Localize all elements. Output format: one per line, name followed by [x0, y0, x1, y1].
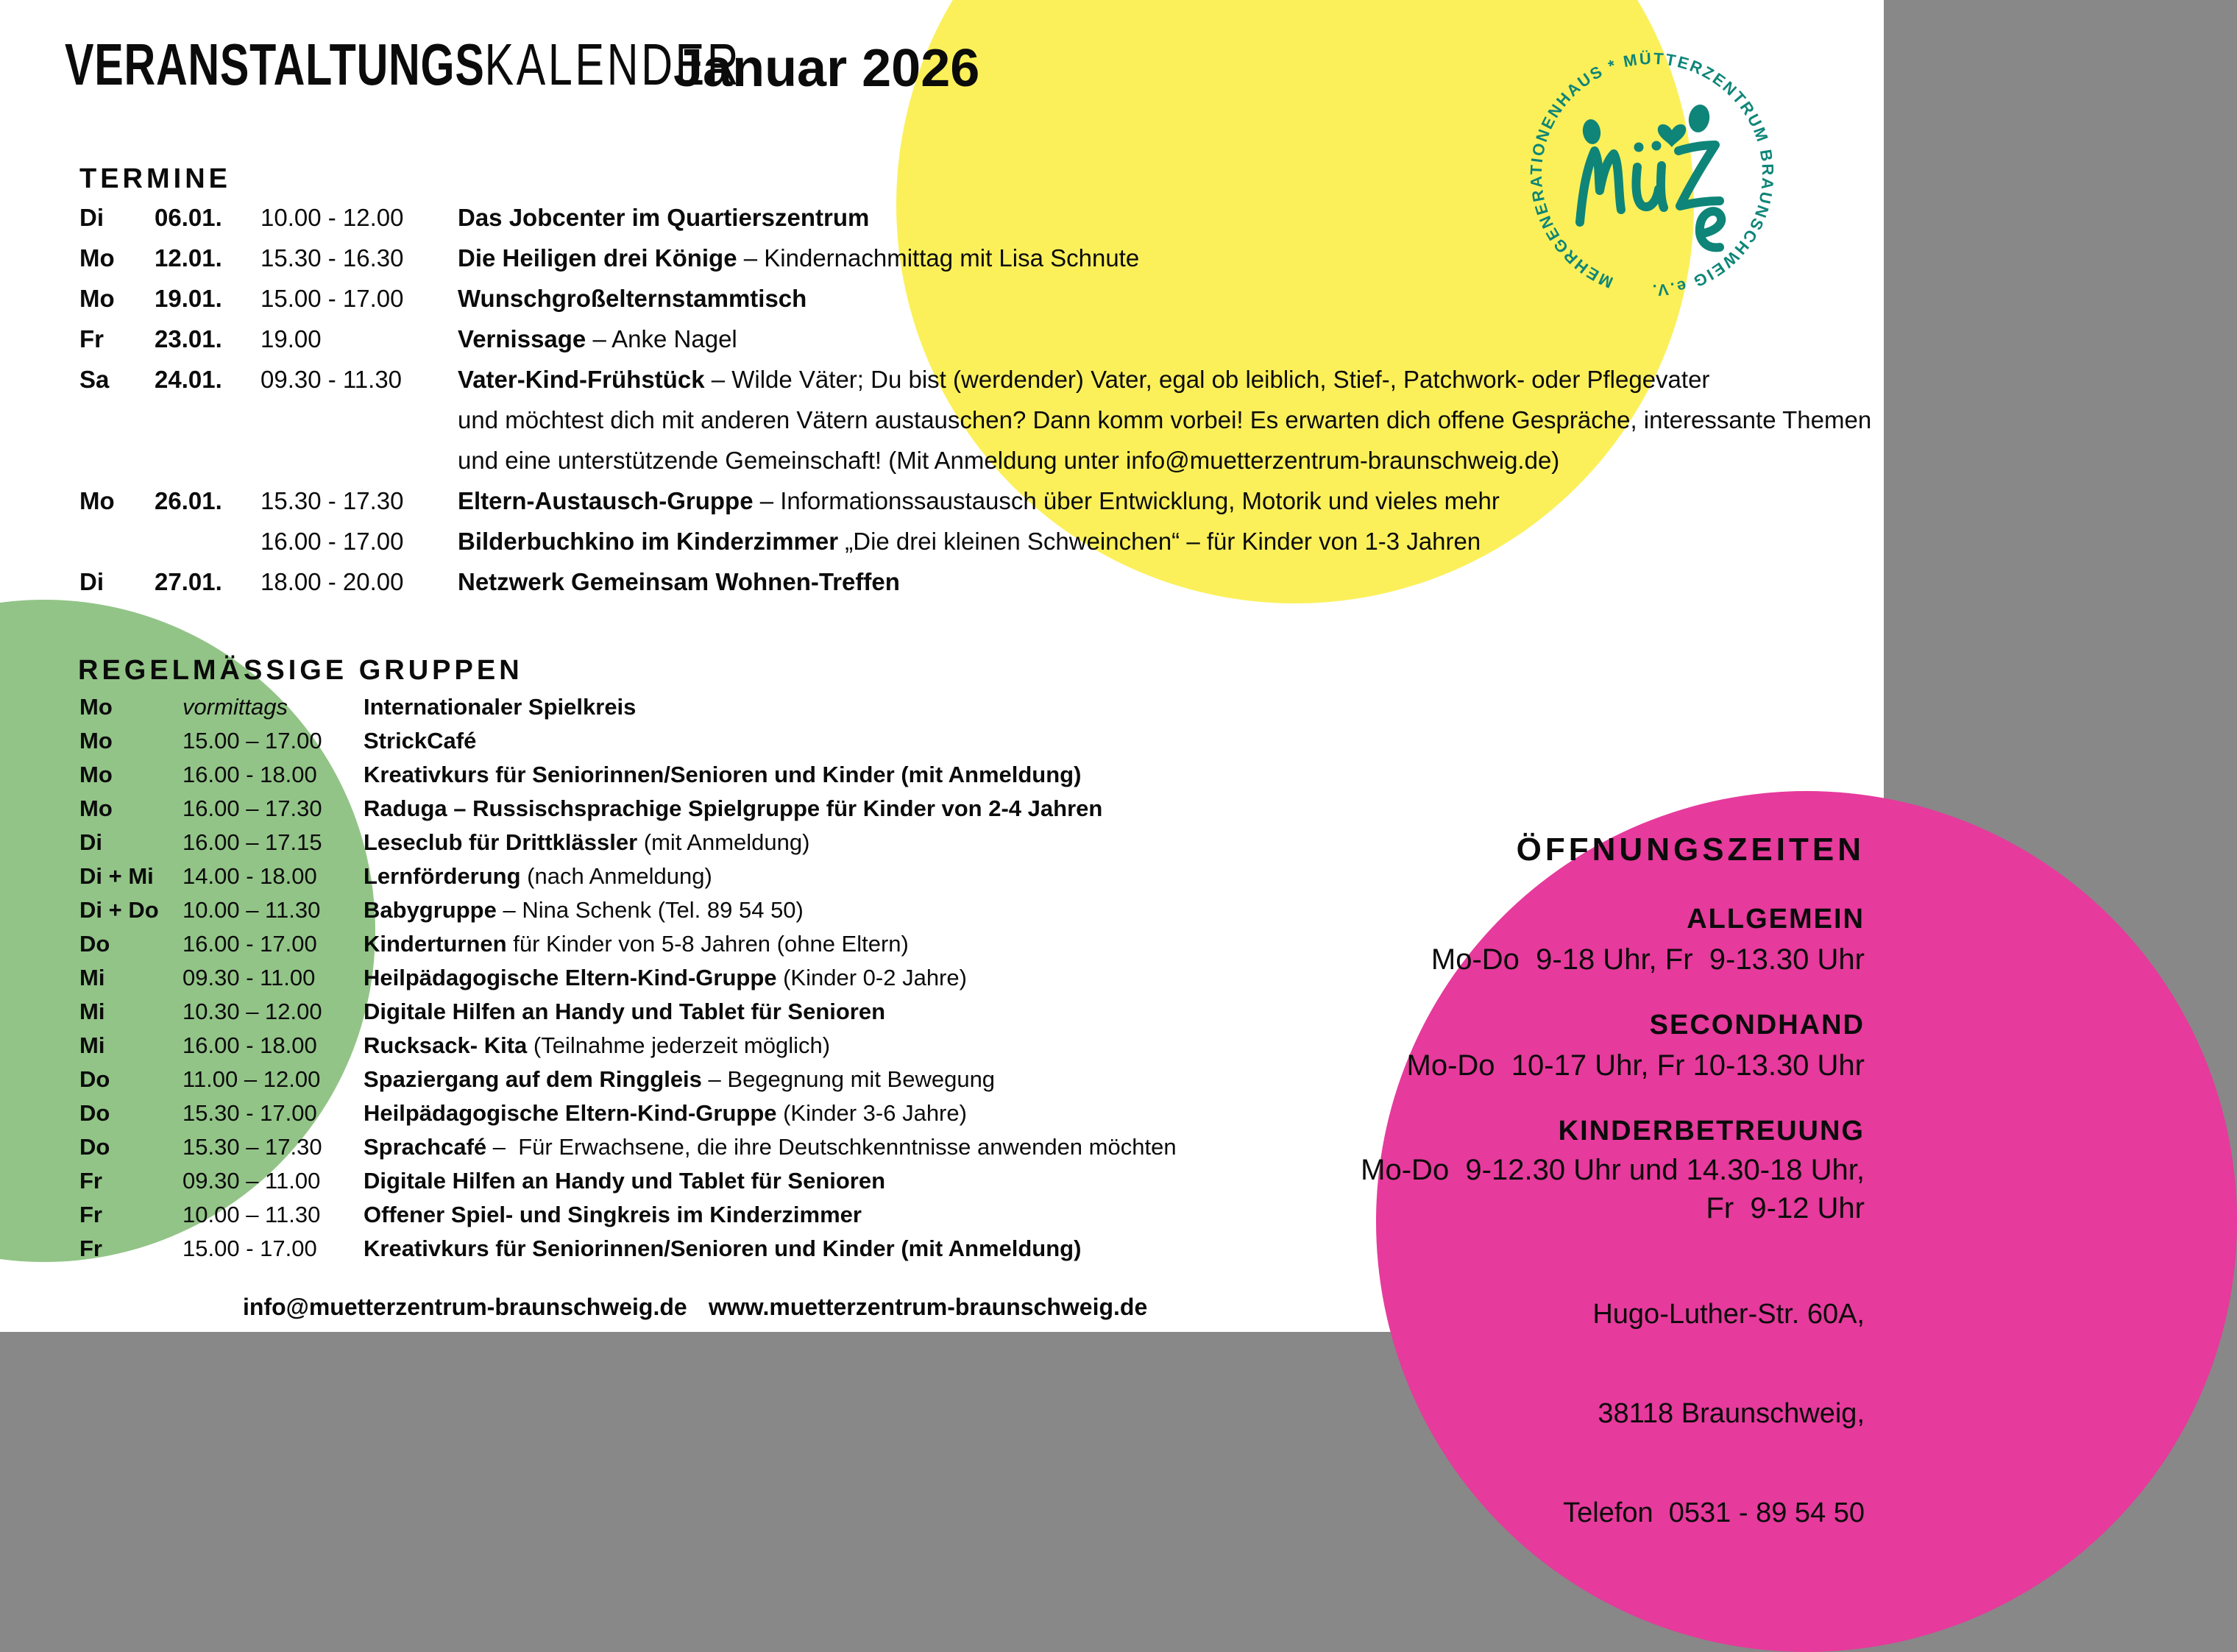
- gruppen-title-rest: (mit Anmeldung): [637, 829, 810, 855]
- address-phone: Telefon 0531 - 89 54 50: [1563, 1497, 1865, 1528]
- gruppen-title-bold: Raduga – Russischsprachige Spielgruppe für Kinder von 2-4 Jahren: [364, 795, 1103, 821]
- address-street: Hugo-Luther-Str. 60A,: [1592, 1299, 1865, 1330]
- termine-date: 06.01.: [155, 203, 222, 231]
- termine-date: 19.01.: [155, 284, 222, 312]
- gruppen-row: [79, 792, 1330, 826]
- termine-title-rest: – Kindernachmittag mit Lisa Schnute: [737, 244, 1140, 272]
- termine-title: [458, 568, 1514, 596]
- hours-kinderbetreuung-times-2: Fr 9-12 Uhr: [1706, 1192, 1865, 1224]
- termine-title-rest: – Anke Nagel: [586, 325, 737, 352]
- termine-title-bold: Die Heiligen drei Könige: [458, 244, 737, 272]
- termine-title-bold: Netzwerk Gemeinsam Wohnen-Treffen: [458, 567, 900, 595]
- gruppen-day: Mi: [79, 999, 105, 1024]
- gruppen-day: Do: [79, 1134, 110, 1160]
- gruppen-time: 10.30 – 12.00: [182, 999, 322, 1024]
- gruppen-title-bold: Offener Spiel- und Singkreis im Kinderzimmer: [364, 1202, 862, 1227]
- termine-time: 18.00 - 20.00: [260, 567, 404, 595]
- gruppen-time: 10.00 – 11.30: [182, 1202, 321, 1227]
- gruppen-day: Mo: [79, 728, 113, 754]
- gruppen-title-bold: Sprachcafé: [364, 1134, 487, 1160]
- gruppen-heading: REGELMÄSSIGE GRUPPEN: [78, 655, 523, 686]
- gruppen-title-bold: Heilpädagogische Eltern-Kind-Gruppe: [364, 965, 777, 990]
- gruppen-time: 16.00 - 18.00: [182, 762, 317, 787]
- termine-row: [79, 278, 1514, 319]
- gruppen-title-rest: für Kinder von 5-8 Jahren (ohne Eltern): [506, 931, 909, 957]
- gruppen-row: [79, 995, 1330, 1029]
- termine-title-bold: Bilderbuchkino im Kinderzimmer: [458, 527, 839, 555]
- gruppen-title-bold: Kinderturnen: [364, 931, 507, 957]
- termine-title: [458, 406, 1871, 434]
- page-title-light: KALENDER: [484, 32, 742, 97]
- gruppen-title: [364, 762, 1330, 788]
- gruppen-day: Mi: [79, 1032, 105, 1058]
- gruppen-time: 09.30 – 11.00: [182, 1168, 321, 1194]
- gruppen-title-bold: Spaziergang auf dem Ringgleis: [364, 1066, 702, 1092]
- gruppen-row: [79, 724, 1330, 758]
- termine-title: [458, 244, 1514, 272]
- termine-time: 19.00: [260, 325, 322, 352]
- gruppen-row: [79, 758, 1330, 792]
- gruppen-title-bold: Digitale Hilfen an Handy und Tablet für Senioren: [364, 999, 886, 1024]
- gruppen-row: [79, 1096, 1330, 1130]
- gruppen-title: [364, 999, 1330, 1025]
- gruppen-time: 16.00 – 17.30: [182, 795, 322, 821]
- gruppen-title-bold: Kreativkurs für Seniorinnen/Senioren und Kinder (mit Anmeldung): [364, 1236, 1082, 1261]
- gruppen-row: [79, 893, 1330, 927]
- termine-time: 15.30 - 16.30: [260, 244, 404, 272]
- termine-title-rest: – Wilde Väter; Du bist (werdender) Vater, egal ob leiblich, Stief-, Patchwork- oder Pflegevater: [704, 365, 1710, 393]
- termine-date: 24.01.: [155, 365, 222, 393]
- termine-time: 09.30 - 11.30: [260, 365, 403, 393]
- termine-title: [458, 366, 1709, 394]
- termine-title-rest: „Die drei kleinen Schweinchen“ – für Kinder von 1-3 Jahren: [838, 527, 1481, 555]
- gruppen-title: [364, 829, 1330, 856]
- gruppen-row: [79, 1232, 1330, 1266]
- termine-title-rest: und eine unterstützende Gemeinschaft! (Mit Anmeldung unter info@muetterzentrum-braunschweig.de): [458, 446, 1560, 474]
- gruppen-title-rest: (Kinder 0-2 Jahre): [776, 965, 967, 990]
- gruppen-time: 10.00 – 11.30: [182, 897, 321, 923]
- gruppen-row: [79, 826, 1330, 859]
- termine-row: [79, 359, 1710, 400]
- gruppen-title-rest: (Kinder 3-6 Jahre): [776, 1100, 967, 1126]
- logo-letter-e: [1700, 211, 1721, 247]
- gruppen-row: [79, 1063, 1330, 1096]
- gruppen-table: [79, 690, 1330, 1266]
- gruppen-title: [364, 1202, 1330, 1228]
- gruppen-title-rest: – Begegnung mit Bewegung: [701, 1066, 996, 1092]
- hours-kinderbetreuung-times-1: Mo-Do 9-12.30 Uhr und 14.30-18 Uhr,: [1361, 1154, 1865, 1186]
- logo-figure: [1580, 145, 1721, 247]
- gruppen-time: 16.00 – 17.15: [182, 829, 322, 855]
- gruppen-title-bold: Leseclub für Drittklässler: [364, 829, 638, 855]
- gruppen-row: [79, 927, 1330, 961]
- gruppen-day: Fr: [79, 1202, 102, 1227]
- gruppen-day: Do: [79, 1066, 110, 1092]
- gruppen-day: Mo: [79, 694, 113, 720]
- gruppen-time: 09.30 - 11.00: [182, 965, 316, 990]
- gruppen-time: 16.00 - 18.00: [182, 1032, 317, 1058]
- hours-section-allgemein: ALLGEMEIN: [1687, 904, 1865, 935]
- gruppen-title: [364, 1032, 1330, 1059]
- footer-website-link[interactable]: www.muetterzentrum-braunschweig.de: [709, 1294, 1148, 1320]
- gruppen-day: Mi: [79, 965, 105, 990]
- logo-letter-m: [1580, 151, 1621, 222]
- hours-heading: ÖFFNUNGSZEITEN: [1516, 832, 1865, 868]
- termine-date: 23.01.: [155, 325, 222, 352]
- gruppen-day: Fr: [79, 1236, 102, 1261]
- gruppen-row: [79, 1164, 1330, 1198]
- termine-title: [458, 285, 1514, 313]
- termine-row: [79, 481, 1514, 521]
- gruppen-title-bold: Digitale Hilfen an Handy und Tablet für Senioren: [364, 1168, 886, 1194]
- logo-letter-z: [1678, 145, 1720, 206]
- termine-title: [458, 325, 1514, 353]
- termine-title-bold: Eltern-Austausch-Gruppe: [458, 486, 754, 514]
- gruppen-row: [79, 1198, 1330, 1232]
- gruppen-title: [364, 863, 1330, 890]
- gruppen-row: [79, 1130, 1330, 1164]
- gruppen-title-bold: Rucksack- Kita: [364, 1032, 528, 1058]
- gruppen-day: Do: [79, 1100, 110, 1126]
- logo-head-icon: [1581, 118, 1602, 145]
- gruppen-title: [364, 694, 1330, 720]
- gruppen-time: 16.00 - 17.00: [182, 931, 317, 957]
- termine-date: 27.01.: [155, 567, 222, 595]
- gruppen-row: [79, 690, 1330, 724]
- gruppen-day: Di + Mi: [79, 863, 154, 889]
- gruppen-row: [79, 859, 1330, 893]
- termine-time: 15.30 - 17.30: [260, 486, 404, 514]
- termine-table: [79, 197, 1872, 602]
- termine-day: Di: [79, 203, 104, 231]
- gruppen-time: 15.30 – 17.30: [182, 1134, 322, 1160]
- logo-letter-u: [1636, 166, 1664, 208]
- gruppen-title-bold: Internationaler Spielkreis: [364, 694, 637, 720]
- termine-title-rest: und möchtest dich mit anderen Vätern austauschen? Dann komm vorbei! Es erwarten dich offene Gespräche, interessante Themen: [458, 405, 1872, 433]
- gruppen-title: [364, 1168, 1330, 1194]
- termine-time: 15.00 - 17.00: [260, 284, 404, 312]
- gruppen-title-bold: Lernförderung: [364, 863, 521, 889]
- gruppen-title: [364, 1134, 1330, 1160]
- termine-title-bold: Vater-Kind-Frühstück: [458, 365, 705, 393]
- muze-logo: [1527, 49, 1777, 299]
- termine-day: Mo: [79, 244, 115, 272]
- logo-ring-text: MEHRGENERATIONENHAUS * MÜTTERZENTRUM BRAUNSCHWEIG e.V.: [1527, 49, 1777, 299]
- gruppen-time: 15.00 - 17.00: [182, 1236, 317, 1261]
- page-title-month: Januar 2026: [673, 39, 980, 98]
- gruppen-time: 11.00 – 12.00: [182, 1066, 321, 1092]
- gruppen-day: Mo: [79, 762, 113, 787]
- gruppen-day: Di + Do: [79, 897, 159, 923]
- gruppen-title: [364, 1100, 1330, 1127]
- termine-row: [79, 561, 1514, 602]
- logo-umlaut-dot-icon: [1634, 143, 1644, 152]
- termine-title: [458, 204, 1514, 232]
- gruppen-title-bold: Heilpädagogische Eltern-Kind-Gruppe: [364, 1100, 777, 1126]
- gruppen-title: [364, 1066, 1330, 1093]
- hours-allgemein-times: Mo-Do 9-18 Uhr, Fr 9-13.30 Uhr: [1431, 943, 1865, 976]
- gruppen-time: 14.00 - 18.00: [182, 863, 317, 889]
- termine-row: [79, 521, 1514, 561]
- address-block: [1563, 1232, 1865, 1596]
- gruppen-day: Di: [79, 829, 102, 855]
- termine-day: Mo: [79, 486, 115, 514]
- termine-title: [458, 528, 1514, 556]
- termine-row: [79, 197, 1514, 238]
- gruppen-title: [364, 728, 1330, 754]
- heart-icon: [1658, 124, 1686, 147]
- termine-title-rest: – Informationssaustausch über Entwicklung, Motorik und vieles mehr: [753, 486, 1500, 514]
- termine-day: Sa: [79, 365, 110, 393]
- gruppen-title-rest: (nach Anmeldung): [520, 863, 712, 889]
- gruppen-title: [364, 931, 1330, 957]
- gruppen-row: [79, 1029, 1330, 1063]
- termine-heading: TERMINE: [79, 163, 231, 194]
- gruppen-title-rest: (Teilnahme jederzeit möglich): [527, 1032, 831, 1058]
- gruppen-title: [364, 1236, 1330, 1262]
- hours-section-kinderbetreuung: KINDERBETREUUNG: [1558, 1116, 1865, 1146]
- gruppen-day: Fr: [79, 1168, 102, 1194]
- termine-title-bold: Wunschgroßelternstammtisch: [458, 284, 807, 312]
- termine-row: [79, 319, 1514, 359]
- gruppen-title: [364, 795, 1330, 822]
- termine-title-bold: Das Jobcenter im Quartierszentrum: [458, 203, 870, 231]
- gruppen-time: vormittags: [182, 694, 288, 720]
- hours-section-secondhand: SECONDHAND: [1649, 1010, 1865, 1041]
- termine-day: Fr: [79, 325, 104, 352]
- page-title: [65, 32, 741, 97]
- gruppen-title: [364, 897, 1330, 924]
- termine-day: Di: [79, 567, 104, 595]
- termine-row: [79, 400, 1872, 440]
- gruppen-title-bold: Kreativkurs für Seniorinnen/Senioren und Kinder (mit Anmeldung): [364, 762, 1082, 787]
- gruppen-row: [79, 961, 1330, 995]
- gruppen-day: Mo: [79, 795, 113, 821]
- termine-date: 12.01.: [155, 244, 222, 272]
- hours-secondhand-times: Mo-Do 10-17 Uhr, Fr 10-13.30 Uhr: [1406, 1049, 1865, 1082]
- termine-date: 26.01.: [155, 486, 222, 514]
- footer-email-link[interactable]: info@muetterzentrum-braunschweig.de: [243, 1294, 687, 1320]
- page-title-bold: VERANSTALTUNGS: [65, 32, 485, 97]
- termine-row: [79, 238, 1514, 278]
- gruppen-time: 15.30 - 17.00: [182, 1100, 317, 1126]
- termine-title: [458, 487, 1514, 515]
- gruppen-title: [364, 965, 1330, 991]
- logo-head-icon: [1687, 103, 1712, 134]
- gruppen-title-bold: StrickCafé: [364, 728, 477, 754]
- address-city: 38118 Braunschweig,: [1598, 1398, 1865, 1429]
- termine-title-bold: Vernissage: [458, 325, 586, 352]
- gruppen-day: Do: [79, 931, 110, 957]
- termine-row: [79, 440, 1560, 481]
- termine-time: 10.00 - 12.00: [260, 203, 404, 231]
- gruppen-title-bold: Babygruppe: [364, 897, 497, 923]
- gruppen-title-rest: – Für Erwachsene, die ihre Deutschkenntnisse anwenden möchten: [486, 1134, 1177, 1160]
- termine-title: [458, 447, 1559, 475]
- gruppen-title-rest: – Nina Schenk (Tel. 89 54 50): [496, 897, 804, 923]
- termine-time: 16.00 - 17.00: [260, 527, 404, 555]
- termine-day: Mo: [79, 284, 115, 312]
- logo-umlaut-dot-icon: [1652, 141, 1662, 151]
- gruppen-time: 15.00 – 17.00: [182, 728, 322, 754]
